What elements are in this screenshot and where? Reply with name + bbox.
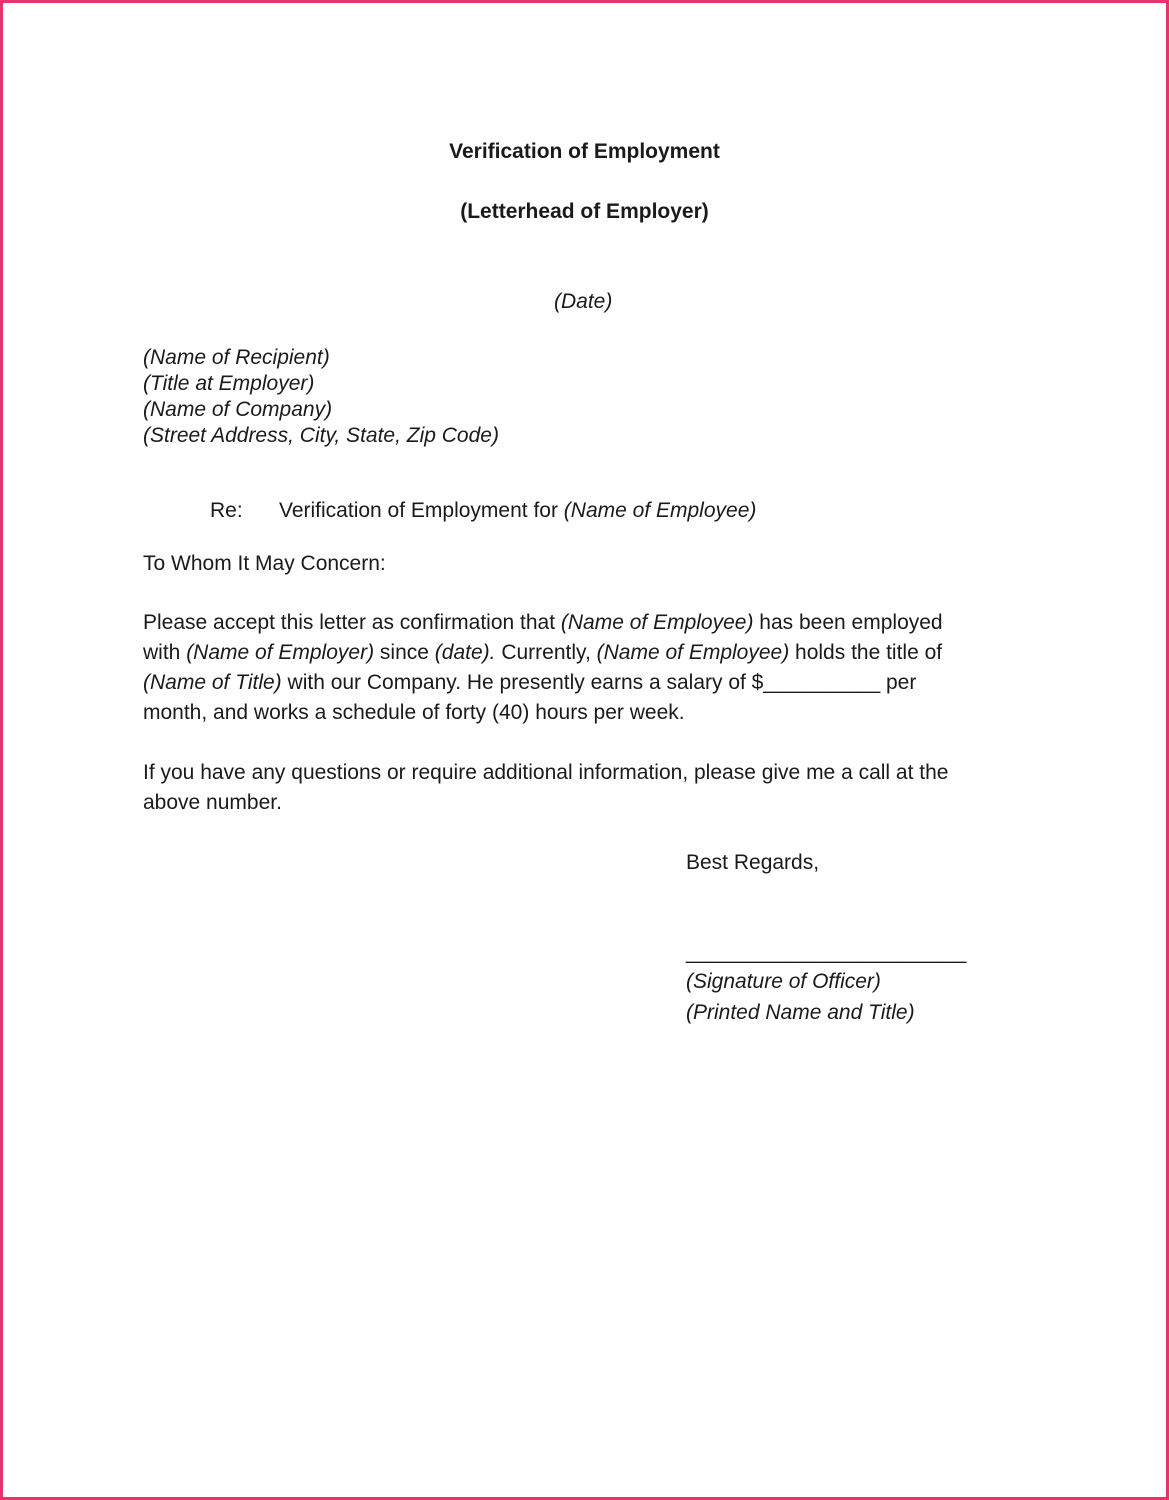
- text-segment: has been employed: [753, 611, 943, 634]
- signature-label: (Signature of Officer): [686, 970, 881, 993]
- paragraph-line: [143, 608, 1023, 638]
- document-title: Verification of Employment: [449, 140, 720, 163]
- text-segment: since: [374, 641, 435, 664]
- paragraph-line: If you have any questions or require additional information, please give me a call at the: [143, 761, 949, 784]
- closing: Best Regards,: [686, 851, 820, 874]
- printed-name-label: (Printed Name and Title): [686, 1001, 915, 1024]
- text-segment: Please accept this letter as confirmation that: [143, 611, 561, 634]
- recipient-address: (Street Address, City, State, Zip Code): [143, 424, 499, 447]
- re-employee-placeholder: (Name of Employee): [563, 499, 757, 522]
- title-placeholder: (Name of Title): [143, 671, 282, 694]
- paragraph-line: month, and works a schedule of forty (40) hours per week.: [143, 701, 685, 724]
- date-inline-placeholder: (date).: [434, 641, 496, 664]
- text-segment: Currently,: [495, 641, 597, 664]
- employer-placeholder: (Name of Employer): [186, 641, 375, 664]
- letterhead-placeholder: (Letterhead of Employer): [460, 200, 709, 223]
- recipient-title: (Title at Employer): [143, 372, 315, 395]
- date-placeholder: (Date): [554, 290, 613, 313]
- text-segment: with: [143, 641, 187, 664]
- salutation: To Whom It May Concern:: [143, 552, 386, 575]
- paragraph-line: [143, 668, 1023, 698]
- recipient-company: (Name of Company): [143, 398, 333, 421]
- paragraph-questions: [143, 758, 1023, 818]
- text-segment: with our Company. He presently earns a salary of $__________ per: [281, 671, 917, 694]
- paragraph-line: above number.: [143, 791, 282, 814]
- signature-line: ________________________: [686, 941, 967, 964]
- paragraph-confirmation: [143, 608, 1023, 728]
- employee-placeholder: (Name of Employee): [560, 611, 754, 634]
- re-subject-text: Verification of Employment for: [279, 499, 564, 522]
- employee-placeholder: (Name of Employee): [596, 641, 790, 664]
- re-label: Re:: [210, 499, 243, 522]
- text-segment: holds the title of: [789, 641, 943, 664]
- paragraph-line: [143, 638, 1023, 668]
- re-subject: [279, 500, 756, 521]
- recipient-name: (Name of Recipient): [143, 346, 330, 369]
